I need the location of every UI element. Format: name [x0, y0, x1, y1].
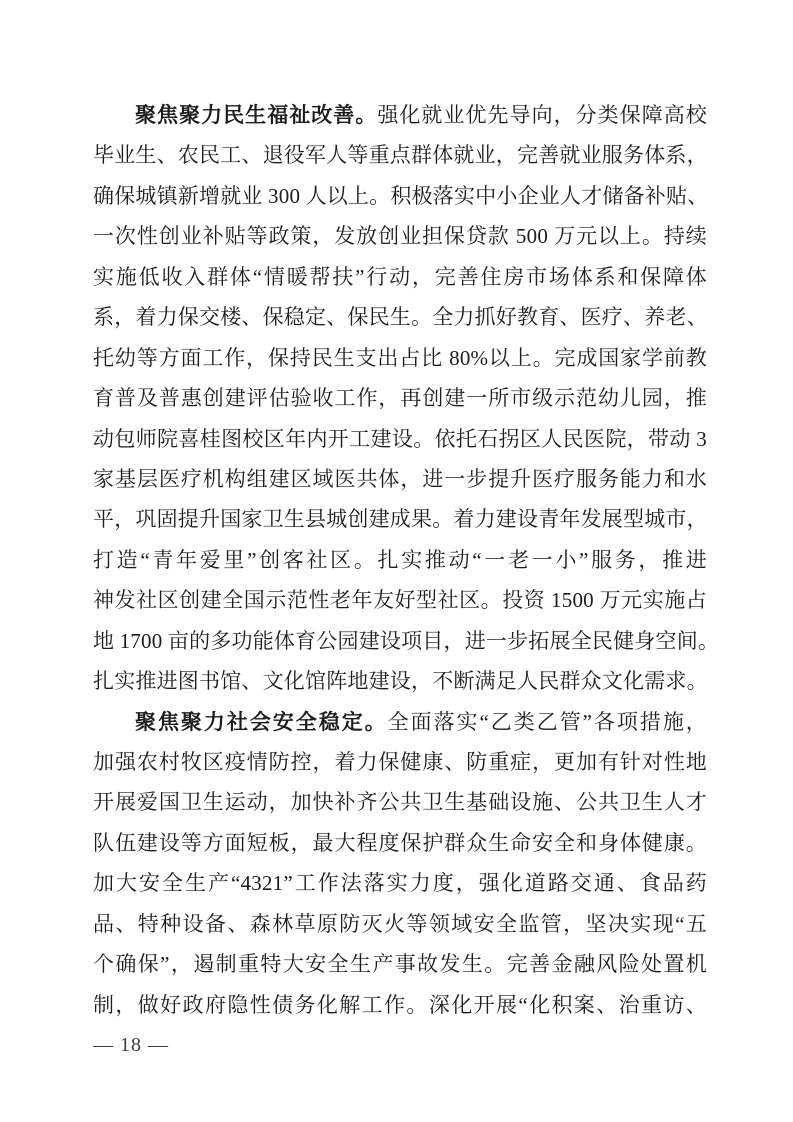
paragraph-1-line-8: 育普及普惠创建评估验收工作，再创建一所市级示范幼儿园，推	[93, 386, 707, 411]
paragraph-2-heading: 聚焦聚力社会安全稳定。	[135, 709, 388, 734]
paragraph-2-line-6: 品、特种设备、森林草原防灭火等领域安全监管，坚决实现“五	[93, 911, 707, 936]
paragraph-1-line-2: 毕业生、农民工、退役军人等重点群体就业，完善就业服务体系，	[93, 143, 708, 168]
paragraph-2-line-7: 个确保”，遏制重特大安全生产事故发生。完善金融风险处置机	[93, 952, 707, 977]
paragraph-1-line-12: 打造“青年爱里”创客社区。扎实推动“一老一小”服务，推进	[93, 547, 707, 572]
paragraph-1-line-15: 扎实推进图书馆、文化馆阵地建设，不断满足人民群众文化需求。	[93, 669, 708, 694]
paragraph-1-line-1	[93, 95, 707, 135]
paragraph-2-line-5: 加大安全生产“4321”工作法落实力度，强化道路交通、食品药	[93, 871, 707, 896]
paragraph-1-line-4: 一次性创业补贴等政策，发放创业担保贷款 500 万元以上。持续	[93, 224, 707, 249]
paragraph-2-line-1-text: 全面落实“乙类乙管”各项措施，	[387, 709, 708, 734]
paragraph-1-line-7: 托幼等方面工作，保持民生支出占比 80%以上。完成国家学前教	[93, 345, 707, 370]
paragraph-1-line-6: 系，着力保交楼、保稳定、保民生。全力抓好教育、医疗、养老、	[93, 305, 708, 330]
paragraph-1-line-13: 神发社区创建全国示范性老年友好型社区。投资 1500 万元实施占	[93, 588, 707, 613]
paragraph-2-line-1	[93, 702, 707, 742]
paragraph-1-line-9: 动包师院喜桂图校区年内开工建设。依托石拐区人民医院，带动 3	[93, 426, 707, 451]
text-block	[93, 95, 720, 1025]
paragraph-1-line-5: 实施低收入群体“情暖帮扶”行动，完善住房市场体系和保障体	[93, 264, 707, 289]
paragraph-1-line-11: 平，巩固提升国家卫生县城创建成果。着力建设青年发展型城市，	[93, 507, 708, 532]
paragraph-2-line-3: 开展爱国卫生运动，加快补齐公共卫生基础设施、公共卫生人才	[93, 790, 707, 815]
paragraph-1-line-3: 确保城镇新增就业 300 人以上。积极落实中小企业人才储备补贴、	[93, 183, 709, 208]
paragraph-2-line-8: 制，做好政府隐性债务化解工作。深化开展“化积案、治重访、	[93, 992, 707, 1017]
paragraph-2-line-2: 加强农村牧区疫情防控，着力保健康、防重症，更加有针对性地	[93, 750, 707, 774]
paragraph-2-line-4: 队伍建设等方面短板，最大程度保护群众生命安全和身体健康。	[93, 830, 707, 855]
paragraph-1-line-1-text: 强化就业优先导向，分类保障高校	[377, 103, 708, 127]
paragraph-1-heading: 聚焦聚力民生福祉改善。	[135, 103, 378, 127]
paragraph-1-line-10: 家基层医疗机构组建区域医共体，进一步提升医疗服务能力和水	[93, 466, 707, 491]
page-number: — 18 —	[93, 1034, 169, 1056]
paragraph-1-line-14: 地 1700 亩的多功能体育公园建设项目，进一步拓展全民健身空间。	[93, 628, 720, 653]
